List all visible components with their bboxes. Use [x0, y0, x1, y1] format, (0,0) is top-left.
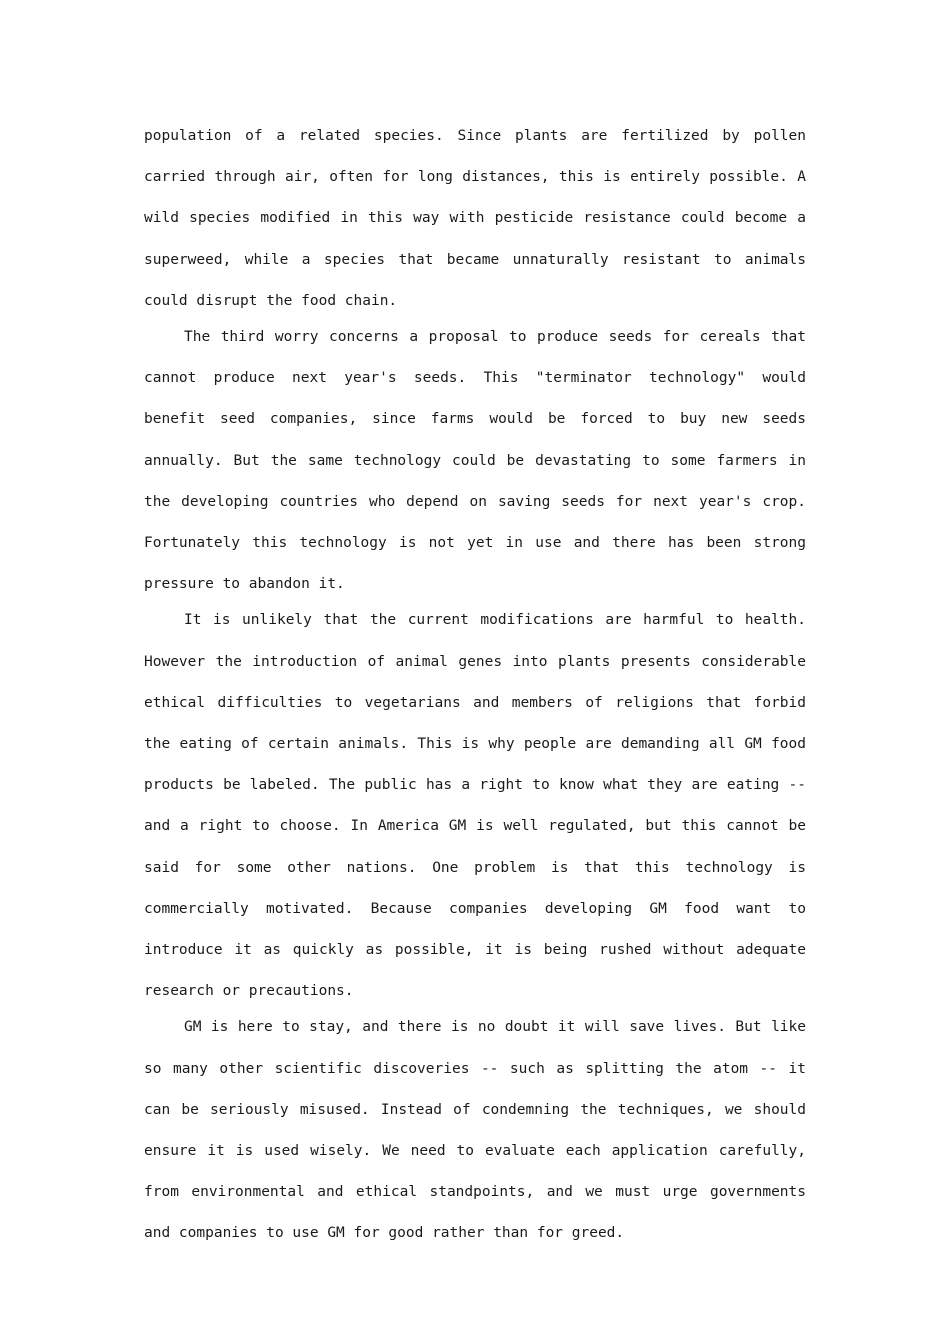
body-text: [144, 116, 806, 1255]
paragraph-continuation: population of a related species. Since plants are fertilized by pollen carried through air, often for long distances, this is entirely possible. A wild species modified in this way with pesticide resistance could become a superweed, while a species that became unnaturally resistant to animals could disrupt the food chain.: [144, 128, 806, 309]
paragraph-terminator-technology: The third worry concerns a proposal to produce seeds for cereals that cannot produce next year's seeds. This "terminator technology" would benefit seed companies, since farms would be forced to buy new seeds annually. But the same technology could be devastating to some farmers in the developing countries who depend on saving seeds for next year's crop. Fortunately this technology is not yet in use and there has been strong pressure to abandon it.: [144, 329, 806, 593]
paragraph-health-ethics: It is unlikely that the current modifications are harmful to health. However the introduction of animal genes into plants presents considerable ethical difficulties to vegetarians and members of religions that forbid the eating of certain animals. This is why people are demanding all GM food products be labeled. The public has a right to know what they are eating -- and a right to choose. In America GM is well regulated, but this cannot be said for some other nations. One problem is that this technology is commercially motivated. Because companies developing GM food want to introduce it as quickly as possible, it is being rushed without adequate research or precautions.: [144, 612, 806, 1000]
paragraph-conclusion: GM is here to stay, and there is no doubt it will save lives. But like so many other scientific discoveries -- such as splitting the atom -- it can be seriously misused. Instead of condemning the techniques, we should ensure it is used wisely. We need to evaluate each application carefully, from environmental and ethical standpoints, and we must urge governments and companies to use GM for good rather than for greed.: [144, 1019, 806, 1242]
